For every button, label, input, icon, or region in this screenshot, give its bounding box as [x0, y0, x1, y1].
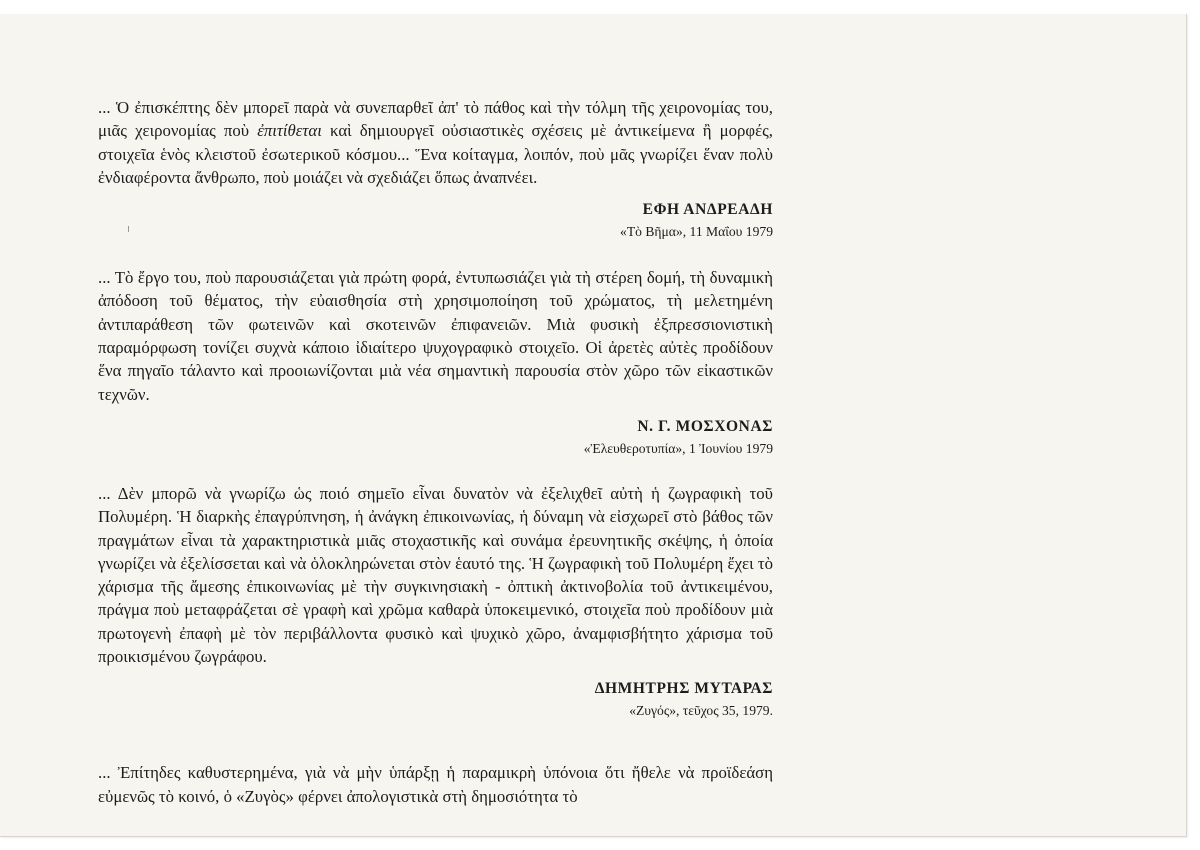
review-source-2: «Ἐλευθεροτυπία», 1 Ἰουνίου 1979 — [583, 440, 773, 456]
brochure-page — [0, 14, 1187, 837]
review-quote-1-start: ... Ὁ ἐπισκέπτης δὲν μπορεῖ παρὰ νὰ συνεπαρθεῖ ἀπ' τὸ πάθος καὶ τὴν τόλμη τῆς χειρονομίας του, μιᾶς χειρονομίας ποὺ — [98, 98, 773, 141]
review-quote-4: ... Ἐπίτηδες καθυστερημένα, γιὰ νὰ μὴν ὑπάρξῃ ἡ παραμικρὴ ὑπόνοια ὅτι ἤθελε νὰ προϊδεάση εὐμενῶς τὸ κοινό, ὁ «Ζυγὸς» φέρνει ἀπολογιστικὰ στὴ δημοσιότητα τὸ — [98, 763, 773, 806]
review-source-3: «Ζυγός», τεῦχος 35, 1979. — [629, 703, 773, 719]
review-quote-1 — [98, 96, 773, 189]
review-quote-3: ... Δὲν μπορῶ νὰ γνωρίζω ὡς ποιό σημεῖο εἶναι δυνατὸν νὰ ἐξελιχθεῖ αὐτὴ ἡ ζωγραφικὴ τοῦ Πολυμέρη. Ἡ διαρκὴς ἐπαγρύπνηση, ἡ ἀνάγκη ἐπικοινωνίας, ἡ δύναμη νὰ εἰσχωρεῖ στὸ βάθος τῶν πραγμάτων εἶναι τὰ χαρακτηριστικὰ μιᾶς στοχαστικῆς καὶ συνάμα ἐρευνητικῆς σκέψης, ἡ ὁποία γνωρίζει νὰ ἐξελίσσεται καὶ νὰ ὁλοκληρώνεται στὸν ἑαυτό της. Ἡ ζωγραφικὴ τοῦ Πολυμέρη ἔχει τὸ χάρισμα τῆς ἄμεσης ἐπικοινωνίας μὲ τὴν συγκινησιακὴ - ὀπτικὴ ἀκτινοβολία τοῦ ἀντικειμένου, πράγμα ποὺ μεταφράζεται σὲ γραφὴ καὶ χρῶμα καθαρὰ ὑποκειμενικό, στοιχεῖα ποὺ προδίδουν μιὰ πρωτογενὴ ἐπαφὴ μὲ τὸν περιβάλλοντα φυσικὸ καὶ ψυχικὸ χῶρο, ἀναμφισβήτητο χάρισμα τοῦ προικισμένου ζωγράφου. — [98, 483, 773, 667]
review-author-3: ΔΗΜΗΤΡΗΣ ΜΥΤΑΡΑΣ — [594, 680, 773, 698]
review-quote-1-emphasis: ἐπιτίθεται — [257, 121, 322, 141]
review-source-1: «Τὸ Βῆμα», 11 Μαΐου 1979 — [620, 224, 773, 240]
review-author-1: ΕΦΗ ΑΝΔΡΕΑΔΗ — [642, 201, 773, 219]
review-quote-1-end: καὶ δημιουργεῖ οὐσιαστικὲς σχέσεις μὲ ἀντικείμενα ἢ μορφές, στοιχεῖα ἑνὸς κλειστοῦ ἐσωτερικοῦ κόσμου... Ἕνα κοίταγμα, λοιπόν, ποὺ μᾶς γνωρίζει ἕναν πολὺ ἐνδιαφέροντα ἄνθρωπο, ποὺ μοιάζει νὰ σχεδιάζει ὅπως ἀναπνέει. — [98, 121, 773, 187]
reviews-column — [98, 96, 773, 808]
review-quote-2: ... Τὸ ἔργο του, ποὺ παρουσιάζεται γιὰ πρώτη φορά, ἐντυπωσιάζει γιὰ τὴ στέρεη δομή, τὴ δυναμικὴ ἀπόδοση τοῦ θέματος, τὴν εὐαισθησία στὴ χρησιμοποίηση τοῦ χρώματος, τὴ μελετημένη ἀντιπαράθεση τῶν φωτεινῶν καὶ σκοτεινῶν ἐπιφανειῶν. Μιὰ φυσικὴ ἐξπρεσσιονιστικὴ παραμόρφωση τονίζει συχνὰ κάποιο ἰδιαίτερο ψυχογραφικὸ στοιχεῖο. Οἱ ἀρετὲς αὐτὲς προδίδουν ἕνα πηγαῖο τάλαντο καὶ προοιωνίζονται μιὰ νέα σημαντικὴ παρουσία στὸν χῶρο τῶν εἰκαστικῶν τεχνῶν. — [98, 268, 773, 404]
review-author-2: Ν. Γ. ΜΟΣΧΟΝΑΣ — [637, 417, 773, 435]
